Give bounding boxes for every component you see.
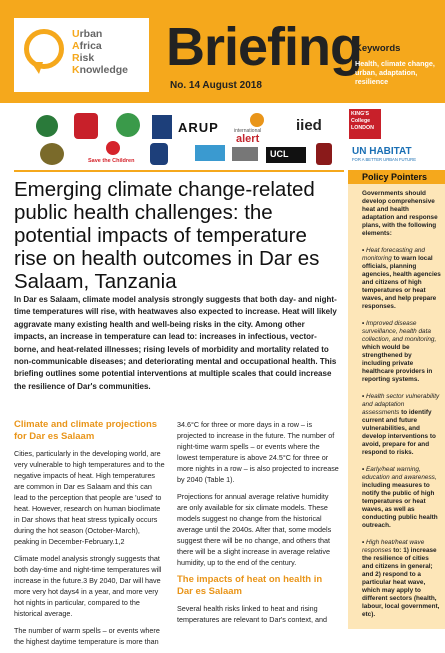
article-title: Emerging climate change-related public health challenges: the potential impacts of temperature rise on health outcomes in Dar es Salaam, Tanzania — [14, 178, 320, 293]
child-figure-icon — [106, 141, 120, 155]
body-paragraph: Projections for annual average relative humidity are only available for six climate models. These models suggest no change from the historical average until the 2040s. After that, some models suggest there will be no change, and others that there will be a slight increase in average relative humidity, up to the end of the century. — [177, 492, 332, 567]
section-heading-impacts: The impacts of heat on health in Dar es Salaam — [177, 574, 323, 597]
alert-prefix: international — [234, 128, 262, 134]
policy-pointer: • Improved disease surveillance, health data collection, and monitoring, which would be strengthened by including private healthcare providers in reporting systems. — [362, 320, 437, 383]
logo-word: Knowledge — [72, 64, 129, 76]
logo-word: Urban — [72, 28, 103, 40]
briefing-title: Briefing — [166, 17, 363, 77]
section-heading-climate: Climate and climate projections for Dar es Salaam — [14, 419, 158, 442]
un-habitat-name: UN HABITAT — [352, 146, 412, 157]
issue-label: No. 14 August 2018 — [170, 80, 262, 91]
un-habitat-tagline: FOR A BETTER URBAN FUTURE — [352, 157, 416, 162]
policy-pointers-header — [348, 170, 445, 184]
urban-africa-risk-knowledge-logo — [14, 18, 149, 92]
alert-flower-icon — [250, 113, 264, 127]
arup-logo: ARUP — [178, 120, 219, 135]
international-alert-logo — [232, 113, 282, 145]
policy-pointers-heading: Policy Pointers — [362, 172, 428, 182]
intro-paragraph: In Dar es Salaam, climate model analysis strongly suggests that both day- and night-time temperatures will rise, with heatwaves also expected to increase. Heat will likely aggravate many existing health and well-being risks in the city. Among other impacts, an increase in temperature can lead to: increases in infectious, vector-borne, and heat-related illnesses; rising levels of morbidity and mortality related to non-communicable diseases; and deteriorating mental and occupational health. This briefing outlines some potential interventions at multiple scales that could increase the resilience of Dar's communities. — [14, 295, 337, 391]
alert-word: alert — [236, 133, 260, 145]
body-paragraph: 34.6°C for three or more days in a row – is projected to increase in the future. The number of night-time warm spells – or events where the lowest temperature is above 24.5°C for three or more nights in a row – is also projected to increase by 2040 (Table 1). — [177, 420, 339, 484]
partner-logos — [0, 103, 445, 170]
policy-pointer-list — [362, 247, 441, 619]
policy-pointer: • Early/heat warning, education and awareness, including measures to notify the public of high temperatures or heat waves, as well as conducting public health outreach. — [362, 466, 438, 529]
partner-crest-icon — [316, 143, 332, 165]
logo-text — [72, 28, 128, 76]
keywords-box — [355, 44, 440, 86]
body-paragraph: Climate model analysis strongly suggests that both day-time and night-time temperatures will increase in the future.3 By 2040, Dar will have more very hot days4 in a year, and more very hot nights in particular, compared to the historical average. — [14, 554, 162, 618]
column-left — [14, 419, 166, 653]
partner-logo-icon — [232, 147, 258, 161]
save-the-children-logo — [88, 141, 148, 169]
partner-logo-icon — [36, 115, 58, 137]
partner-crest-icon — [150, 143, 168, 165]
speech-bubble-icon — [24, 29, 64, 69]
body-paragraph: Cities, particularly in the developing world, are very vulnerable to high temperatures and to the negative impacts of heat. High temperatures are common in Dar es Salaam and this can lead to the perception that people are 'used' to heat. However, research on human bioclimate in Dar shows that heat stress typically occurs during the hot season (October-March), peaking in December-February.1,2 — [14, 449, 165, 546]
title-rule — [14, 170, 344, 172]
logo-word: Africa — [72, 40, 102, 52]
partner-logo-icon — [74, 113, 98, 139]
body-paragraph: The number of warm spells – or events where the highest daytime temperature is more than — [14, 626, 160, 646]
logo-word: Risk — [72, 52, 95, 64]
partner-logo-icon — [195, 145, 225, 161]
save-label: Save the Children — [88, 158, 135, 164]
un-habitat-logo — [352, 146, 444, 170]
iied-logo: iied — [296, 117, 322, 134]
body-paragraph: Several health risks linked to heat and rising temperatures are relevant to Dar's context, and — [177, 604, 327, 624]
keywords-list: Health, climate change, urban, adaptation, resilience — [355, 59, 435, 86]
ucl-logo: UCL — [266, 147, 306, 163]
policy-pointer: • Heat forecasting and monitoring to warn local officials, planning agencies, health agencies and citizens of high temperatures or heat waves, and help prepare responses. — [362, 247, 441, 310]
policy-pointers-sidebar — [348, 170, 445, 629]
policy-pointers-body — [362, 190, 441, 628]
partner-logo-icon — [116, 113, 140, 137]
partner-crest-icon — [40, 143, 64, 165]
keywords-heading: Keywords — [355, 43, 401, 54]
header-band — [0, 0, 445, 103]
kings-college-logo: KING'S College LONDON — [349, 109, 381, 139]
column-right — [177, 419, 339, 631]
policy-pointer: • High heat/heat wave responses to: 1) increase the resilience of cities and citizens in general; and 2) respond to a particular heat wave, which may apply to different sectors (health, labour, local government, etc). — [362, 539, 440, 618]
policy-lead: Governments should develop comprehensive heat and health adaptation and response plans, with the following elements: — [362, 190, 438, 237]
partner-logo-icon — [152, 115, 172, 139]
policy-pointer: • Health sector vulnerability and adaptation assessments to identify current and future vulnerabilities, and develop interventions to avoid, prepare for and respond to risks. — [362, 393, 440, 456]
